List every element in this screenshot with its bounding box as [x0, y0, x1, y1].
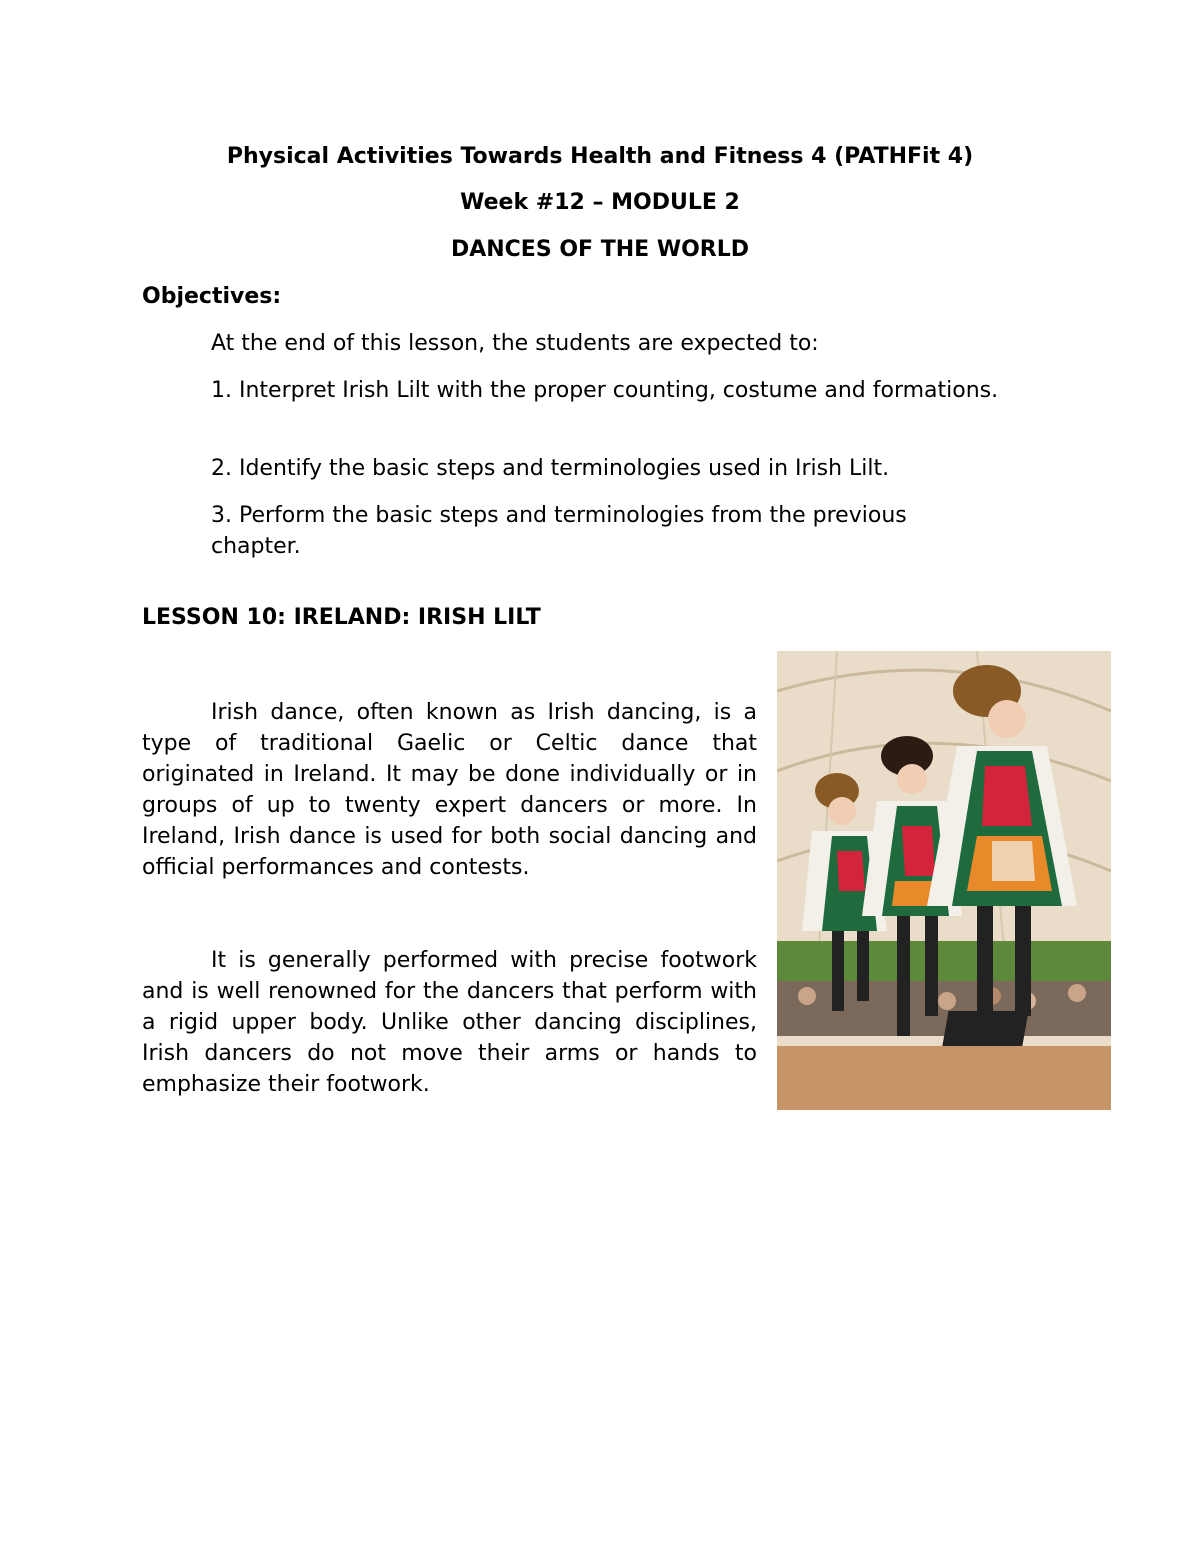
- document-subtitle: DANCES OF THE WORLD: [450, 237, 750, 262]
- week-module-label: Week #12 – MODULE 2: [460, 190, 740, 215]
- objectives-intro: At the end of this lesson, the students are expected to:: [211, 331, 819, 356]
- lesson-paragraph: Irish dance, often known as Irish dancing, is a type of traditional Gaelic or Celtic dance that originated in Ireland. It may be done individually or in groups of up to twenty expert dancers or more. In Ireland, Irish dance is used for both social dancing and official performances and contests.: [142, 700, 757, 880]
- objective-item: 1. Interpret Irish Lilt with the proper counting, costume and formations.: [211, 378, 999, 403]
- irish-dancers-photo: [777, 651, 1111, 1110]
- document-title: Physical Activities Towards Health and Fitness 4 (PATHFit 4): [226, 144, 974, 169]
- lesson-heading: LESSON 10: IRELAND: IRISH LILT: [142, 605, 541, 630]
- lesson-paragraph: It is generally performed with precise footwork and is well renowned for the dancers that perform with a rigid upper body. Unlike other dancing disciplines, Irish dancers do not move their arms or hands to emphasize their footwork.: [142, 948, 757, 1097]
- objective-item: 3. Perform the basic steps and terminologies from the previous chapter.: [211, 503, 907, 559]
- objective-item: 2. Identify the basic steps and terminologies used in Irish Lilt.: [211, 456, 890, 481]
- objectives-heading: Objectives:: [142, 284, 282, 309]
